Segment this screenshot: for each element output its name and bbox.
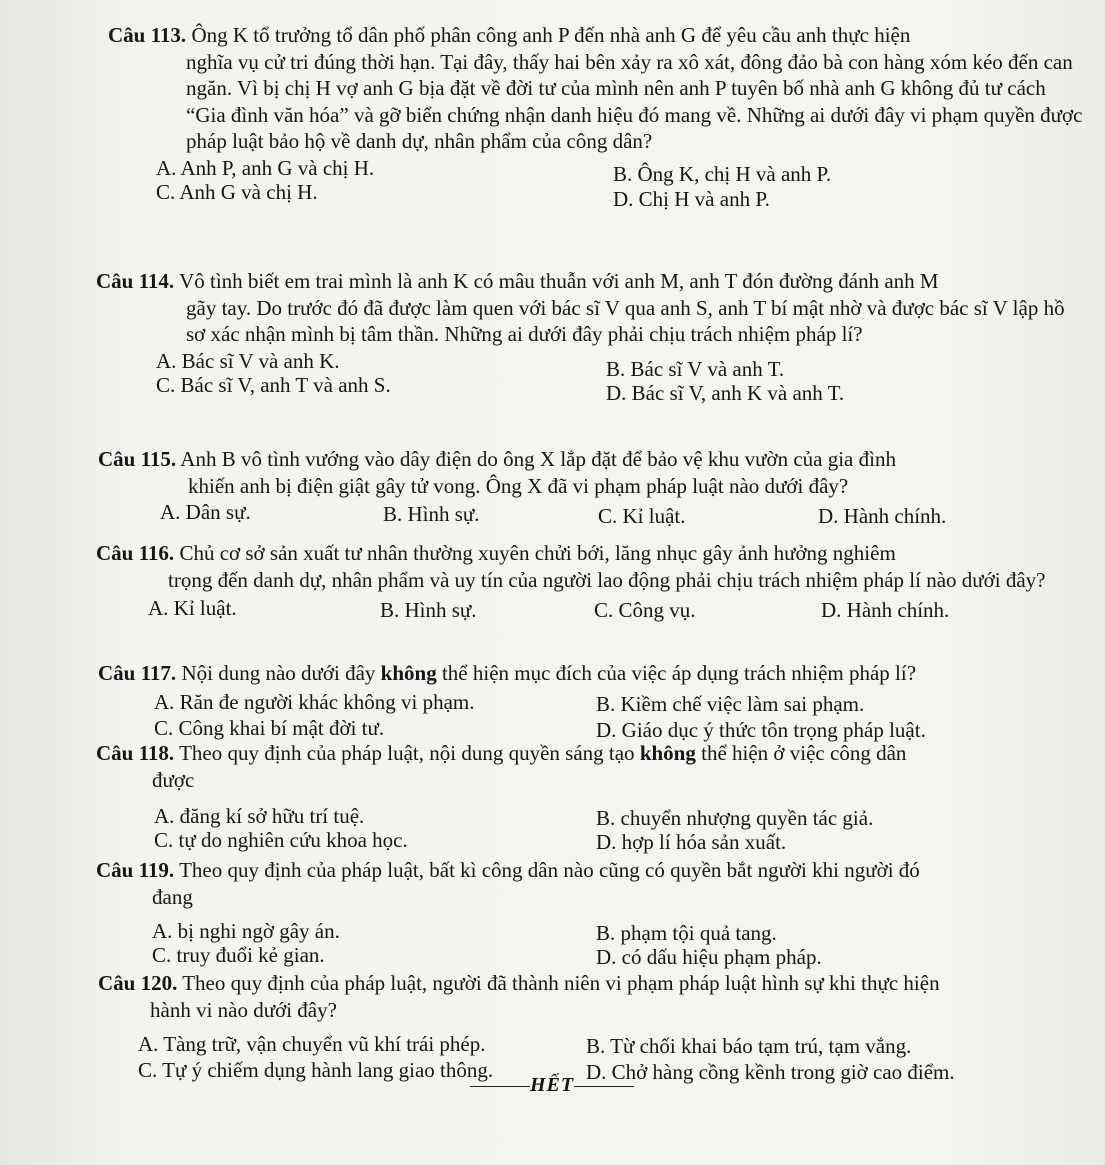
question-number: Câu 114. [96,269,175,293]
option-d: D. Hành chính. [821,598,950,622]
question-text: Theo quy định của pháp luật, bất kì công dân nào cũng có quyền bắt người khi người đó [179,858,920,882]
option-b: B. Từ chối khai báo tạm trú, tạm vắng. [586,1034,912,1058]
option-b: B. phạm tội quả tang. [596,921,777,945]
question-113 [108,22,1088,211]
question-117 [98,660,1088,740]
option-d: D. Bác sĩ V, anh K và anh T. [606,380,845,405]
question-text: Vô tình biết em trai mình là anh K có mâu thuẫn với anh M, anh T đón đường đánh anh M [179,269,939,293]
question-120 [98,970,1088,1082]
option-a: A. đăng kí sở hữu trí tuệ. [154,804,365,828]
option-a: A. bị nghi ngờ gây án. [152,919,340,943]
option-a: A. Răn đe người khác không vi phạm. [154,689,475,714]
question-text-continued: nghĩa vụ cử tri đúng thời hạn. Tại đây, thấy hai bên xảy ra xô xát, đông đảo bà con hàng xóm kéo đến can ngăn. Vì bị chị H vợ anh G bịa đặt về đời tư của mình nên anh P tuyên bố nhà anh G không đủ tư cách “Gia đình văn hóa” và gỡ biển chứng nhận danh hiệu đó mang về. Những ai dưới đây vi phạm quyền được pháp luật bảo hộ về danh dự, nhân phẩm của công dân? [186,49,1083,153]
option-b: B. Bác sĩ V và anh T. [606,356,785,381]
question-text-continued: được [152,767,195,792]
option-c: C. tự do nghiên cứu khoa học. [154,828,408,852]
question-emphasis: không [380,661,437,685]
option-c: C. Bác sĩ V, anh T và anh S. [156,372,391,397]
option-a: A. Dân sự. [160,500,251,524]
question-text-continued: trọng đến danh dự, nhân phẩm và uy tín của người lao động phải chịu trách nhiệm pháp lí nào dưới đây? [168,567,1046,592]
question-text: Anh B vô tình vướng vào dây điện do ông X lắp đặt để bảo vệ khu vườn của gia đình [180,447,896,471]
question-text: Nội dung nào dưới đây [181,661,381,685]
question-number: Câu 116. [96,541,175,565]
question-number: Câu 120. [98,971,178,995]
option-a: A. Anh P, anh G và chị H. [156,155,375,180]
option-b: B. Kiềm chế việc làm sai phạm. [596,691,865,716]
question-number: Câu 113. [108,23,187,47]
option-a: A. Kỉ luật. [148,596,237,620]
question-text: thể hiện ở việc công dân [695,741,907,765]
divider [470,1086,530,1087]
option-c: C. Anh G và chị H. [156,179,318,204]
option-c: C. Công vụ. [594,598,696,622]
question-116 [96,540,1086,620]
question-number: Câu 119. [96,858,175,882]
option-c: C. Tự ý chiếm dụng hành lang giao thông. [138,1058,494,1082]
option-c: C. Công khai bí mật đời tư. [154,715,385,740]
question-number: Câu 118. [96,741,175,765]
question-number: Câu 117. [98,661,177,685]
question-text-continued: khiến anh bị điện giật gây tử vong. Ông X đã vi phạm pháp luật nào dưới đây? [188,473,849,498]
option-a: A. Bác sĩ V và anh K. [156,348,340,373]
option-d: D. có dấu hiệu phạm pháp. [596,945,822,969]
question-text: thể hiện mục đích của việc áp dụng trách nhiệm pháp lí? [436,661,917,685]
question-114 [96,268,1086,405]
question-115 [98,446,1088,526]
option-b: B. Hình sự. [383,502,480,526]
question-118 [96,740,1086,854]
end-text: HẾT [530,1074,575,1096]
question-text: Theo quy định của pháp luật, người đã thành niên vi phạm pháp luật hình sự khi thực hiện [182,971,940,995]
question-text: Chủ cơ sở sản xuất tư nhân thường xuyên chửi bới, lăng nhục gây ảnh hưởng nghiêm [179,541,896,565]
option-b: B. Ông K, chị H và anh P. [613,161,832,186]
option-c: C. Kỉ luật. [598,504,686,528]
question-text-continued: gãy tay. Do trước đó đã được làm quen với bác sĩ V qua anh S, anh T bí mật nhờ và được bác sĩ V lập hồ sơ xác nhận mình bị tâm thần. Những ai dưới đây phải chịu trách nhiệm pháp lí? [186,295,1065,346]
divider [574,1086,634,1087]
option-b: B. chuyển nhượng quyền tác giả. [596,806,874,830]
option-d: D. Hành chính. [818,504,947,528]
option-b: B. Hình sự. [380,598,477,622]
question-emphasis: không [639,741,696,765]
question-119 [96,857,1086,969]
option-d: D. Giáo dục ý thức tôn trọng pháp luật. [596,717,926,742]
option-c: C. truy đuổi kẻ gian. [152,943,325,967]
question-text: Theo quy định của pháp luật, nội dung quyền sáng tạo [179,741,640,765]
question-number: Câu 115. [98,447,177,471]
question-text-continued: đang [152,884,193,909]
option-d: D. hợp lí hóa sản xuất. [596,830,787,854]
option-d: D. Chở hàng cồng kềnh trong giờ cao điểm. [586,1060,955,1084]
option-d: D. Chị H và anh P. [613,186,770,211]
question-text: Ông K tổ trưởng tổ dân phố phân công anh P đến nhà anh G để yêu cầu anh thực hiện [191,23,911,47]
end-marker [470,1074,634,1097]
option-a: A. Tàng trữ, vận chuyển vũ khí trái phép. [138,1032,486,1056]
question-text-continued: hành vi nào dưới đây? [150,997,337,1022]
